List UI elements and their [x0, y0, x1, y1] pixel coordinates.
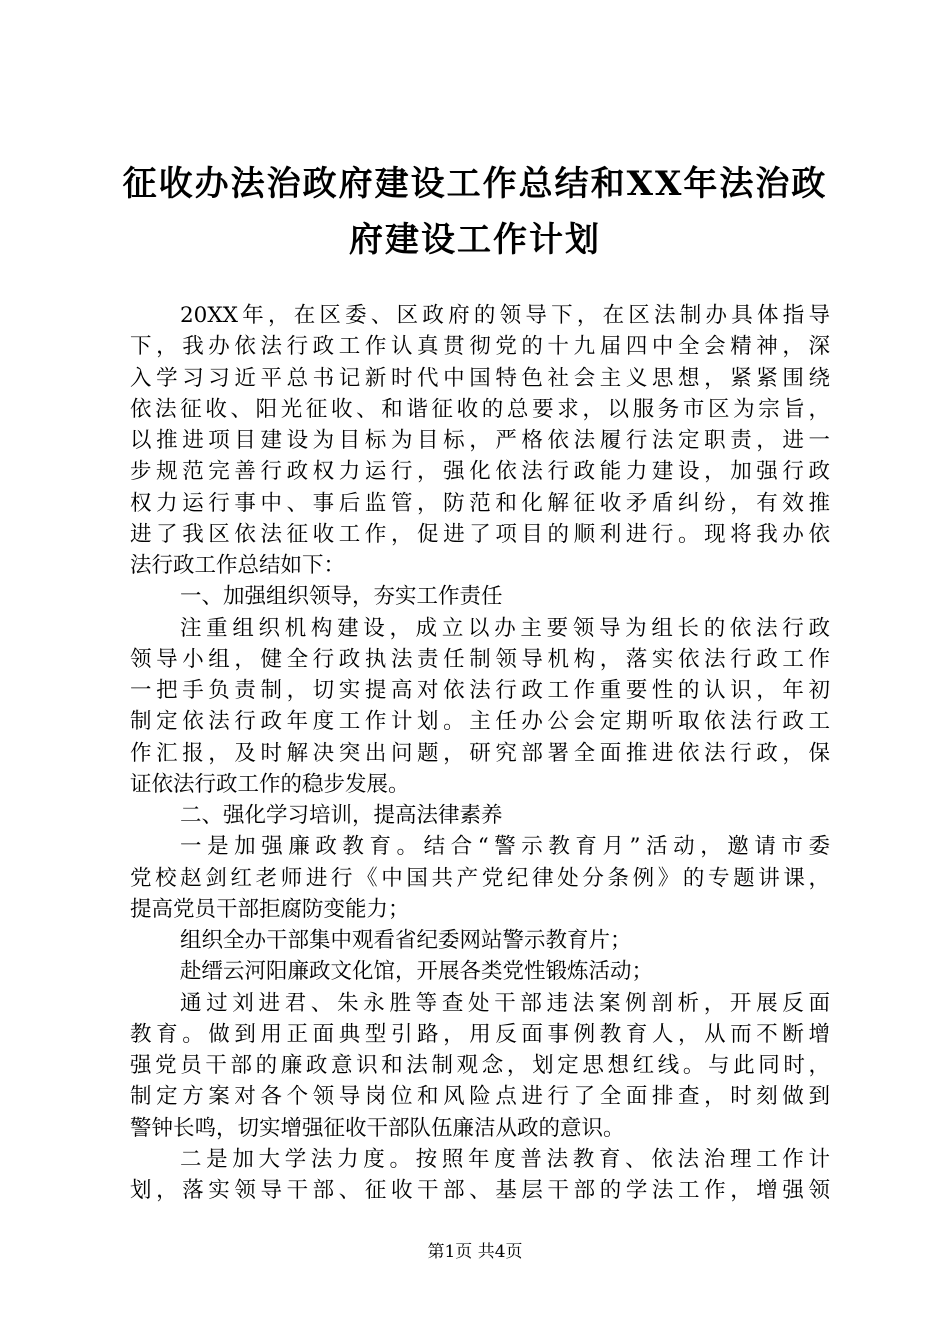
body-text-line: 证依法行政工作的稳步发展。	[130, 771, 410, 797]
body-text-line: 权力运行事中、事后监管，防范和化解征收矛盾纠纷，有效推	[130, 490, 830, 516]
body-text-line: 组织全办干部集中观看省纪委网站警示教育片；	[180, 928, 632, 953]
body-text-line: 制定依法行政年度工作计划。主任办公会定期听取依法行政工	[130, 709, 830, 735]
body-text-line: 法行政工作总结如下：	[130, 553, 346, 578]
body-text-line: 注重组织机构建设，成立以办主要领导为组长的依法行政	[180, 615, 830, 641]
body-text-line: 作汇报，及时解决突出问题，研究部署全面推进依法行政，保	[130, 740, 830, 766]
body-text-line: 以推进项目建设为目标为目标，严格依法履行法定职责，进一	[130, 428, 830, 453]
body-text-line: 制定方案对各个领导岗位和风险点进行了全面排查，时刻做到	[130, 1084, 830, 1110]
body-text-line: 一、加强组织领导，夯实工作责任	[180, 584, 503, 610]
body-text-line: 领导小组，健全行政执法责任制领导机构，落实依法行政工作	[130, 646, 830, 672]
body-text-line: 二是加大学法力度。按照年度普法教育、依法治理工作计	[180, 1146, 830, 1172]
body-text-line: 一是加强廉政教育。结合“警示教育月”活动，邀请市委	[180, 834, 830, 860]
body-text-line: 教育。做到用正面典型引路，用反面事例教育人，从而不断增	[130, 1021, 830, 1047]
body-text-line: 划，落实领导干部、征收干部、基层干部的学法工作，增强领	[130, 1178, 830, 1203]
body-text-line: 通过刘进君、朱永胜等查处干部违法案例剖析，开展反面	[180, 990, 830, 1016]
body-text-line: 进了我区依法征收工作，促进了项目的顺利进行。现将我办依	[130, 521, 830, 547]
body-text-line: 依法征收、阳光征收、和谐征收的总要求，以服务市区为宗旨，	[130, 396, 830, 422]
document-title-line-2: 府建设工作计划	[349, 220, 601, 260]
body-text-line: 党校赵剑红老师进行《中国共产党纪律处分条例》的专题讲课，	[130, 865, 830, 891]
body-text-line: 赴缙云河阳廉政文化馆，开展各类党性锻炼活动；	[180, 959, 654, 985]
body-text-line: 步规范完善行政权力运行，强化依法行政能力建设，加强行政	[130, 459, 830, 485]
page-footer: 第1页 共4页	[427, 1242, 523, 1262]
body-text-line: 下，我办依法行政工作认真贯彻党的十九届四中全会精神，深	[130, 334, 830, 360]
body-text-line: 二、强化学习培训，提高法律素养	[180, 803, 503, 828]
body-text-line: 警钟长鸣，切实增强征收干部队伍廉洁从政的意识。	[130, 1115, 625, 1141]
body-text-line: 一把手负责制，切实提高对依法行政工作重要性的认识，年初	[130, 678, 830, 703]
body-text-line: 强党员干部的廉政意识和法制观念，划定思想红线。与此同时，	[130, 1053, 830, 1078]
body-text-line: 提高党员干部拒腐防变能力；	[130, 896, 410, 922]
body-text-line: 入学习习近平总书记新时代中国特色社会主义思想，紧紧围绕	[130, 365, 830, 391]
body-text-line: 20XX年，在区委、区政府的领导下，在区法制办具体指导	[180, 303, 830, 328]
document-body	[130, 300, 830, 1206]
document-title-line-1: 征收办法治政府建设工作总结和XX年法治政	[122, 164, 828, 204]
